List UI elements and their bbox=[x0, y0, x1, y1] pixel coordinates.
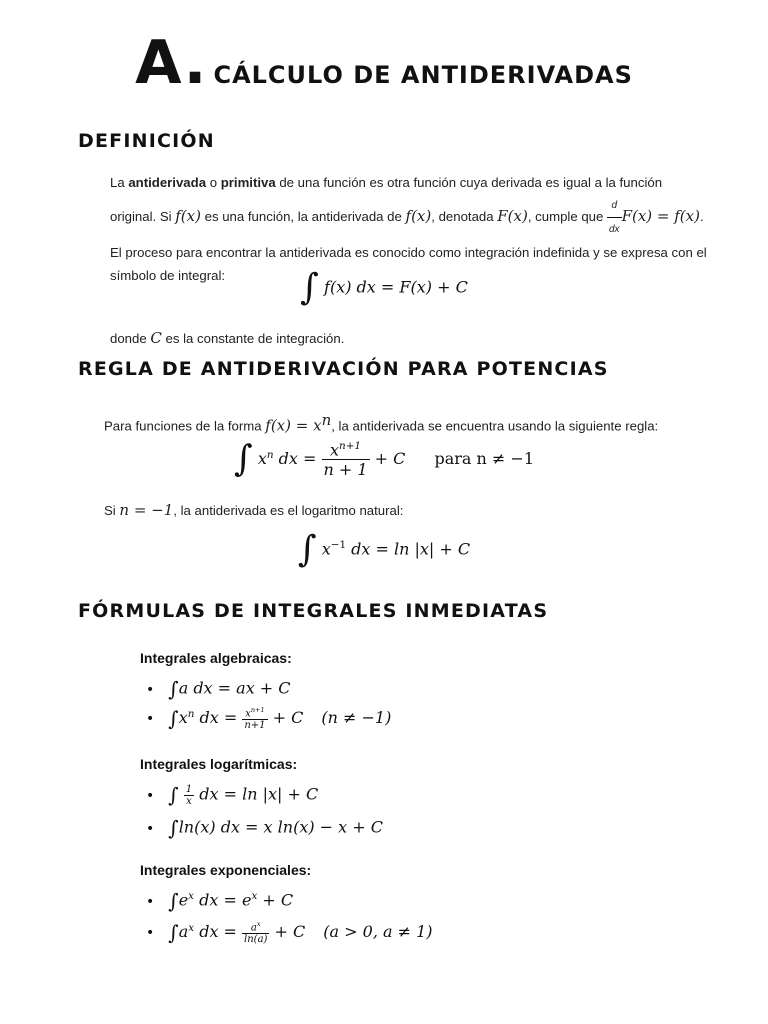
eq-base: x bbox=[257, 449, 267, 469]
regla-paragraph bbox=[104, 409, 724, 437]
integral-sign-icon: ∫ bbox=[168, 677, 179, 701]
frac-num: x bbox=[330, 440, 340, 460]
bullet-icon: • bbox=[146, 711, 155, 728]
formula-sup: n bbox=[187, 707, 195, 720]
frac-den: ln(a) bbox=[244, 934, 268, 946]
math-inline: F(x) bbox=[497, 206, 528, 225]
equation-body: f(x) dx = F(x) + C bbox=[324, 277, 468, 297]
text-span: Si bbox=[104, 503, 120, 518]
text-span: donde bbox=[110, 331, 151, 346]
frac-num-sup: x bbox=[256, 920, 261, 928]
frac-den: n + 1 bbox=[323, 460, 368, 480]
group-title-algebraicas: Integrales algebraicas: bbox=[140, 650, 292, 666]
eq-dx: dx = bbox=[273, 449, 317, 469]
eq-tail: + C bbox=[374, 449, 406, 469]
group-title-logaritmicas: Integrales logarítmicas: bbox=[140, 756, 298, 772]
bullet-icon: • bbox=[146, 681, 155, 698]
math-inline: f(x) bbox=[175, 206, 201, 225]
frac-den: x bbox=[186, 795, 192, 807]
integral-sign-icon: ∫ bbox=[168, 889, 179, 913]
equation-power-rule bbox=[0, 440, 768, 479]
list-item bbox=[146, 783, 318, 807]
list-item bbox=[146, 920, 433, 945]
list-item bbox=[146, 677, 291, 701]
integral-sign-icon: ∫ bbox=[300, 267, 319, 308]
math-inline: C bbox=[150, 329, 162, 347]
frac-num: a bbox=[250, 922, 257, 934]
formula-mid: dx = e bbox=[194, 890, 252, 910]
integral-sign-icon: ∫ bbox=[168, 783, 179, 807]
group-title-exponenciales: Integrales exponenciales: bbox=[140, 862, 312, 878]
text-span: Para funciones de la forma bbox=[104, 418, 266, 434]
title-letter: A. bbox=[135, 28, 208, 98]
formula-base: a bbox=[178, 922, 189, 942]
eq-rest: dx = ln |x| + C bbox=[346, 539, 471, 559]
regla-log-paragraph bbox=[104, 499, 724, 522]
formula-base: x bbox=[178, 708, 188, 728]
frac-den: n+1 bbox=[244, 720, 266, 732]
math-sup: n bbox=[321, 411, 332, 429]
list-item bbox=[146, 889, 293, 913]
fraction bbox=[242, 706, 267, 731]
bullet-icon: • bbox=[146, 893, 155, 910]
integral-sign-icon: ∫ bbox=[168, 920, 179, 945]
text-span: , cumple que bbox=[527, 208, 607, 224]
text-span: , denotada bbox=[431, 208, 498, 224]
heading-regla: REGLA DE ANTIDERIVACIÓN PARA POTENCIAS bbox=[78, 358, 609, 380]
integral-sign-icon: ∫ bbox=[168, 706, 179, 731]
text-span: , la antiderivada se encuentra usando la siguiente regla: bbox=[331, 418, 659, 434]
eq-condition: para n ≠ −1 bbox=[434, 449, 535, 469]
formula-sup: x bbox=[188, 890, 195, 903]
formula-tail: + C bbox=[272, 708, 304, 728]
heading-formulas: FÓRMULAS DE INTEGRALES INMEDIATAS bbox=[78, 600, 549, 622]
formula-rest: dx = ln |x| + C bbox=[194, 784, 319, 804]
fraction bbox=[322, 440, 370, 479]
fraction bbox=[242, 920, 269, 945]
math-inline: n = −1 bbox=[119, 501, 174, 519]
derivative-operator: $\frac{d}{dx}$ bbox=[607, 194, 622, 241]
heading-definicion: DEFINICIÓN bbox=[78, 130, 215, 152]
formula-tail: + C bbox=[274, 922, 306, 942]
formula-condition: (a > 0, a ≠ 1) bbox=[323, 922, 433, 942]
integral-sign-icon: ∫ bbox=[297, 529, 317, 570]
text-span: de una función es otra función cuya derivada es igual a la función original. Si bbox=[110, 175, 663, 224]
formula-base: e bbox=[178, 890, 189, 910]
eq-sup: n bbox=[266, 448, 274, 461]
bullet-icon: • bbox=[146, 787, 155, 804]
math-inline: F(x) = f(x) bbox=[621, 206, 700, 225]
bullet-icon: • bbox=[146, 820, 155, 837]
page-title bbox=[0, 28, 768, 98]
text-span: es la constante de integración. bbox=[161, 331, 345, 346]
fraction bbox=[184, 784, 194, 807]
equation-definicion bbox=[0, 267, 768, 308]
list-item bbox=[146, 706, 391, 731]
text-span: . El proceso para encontrar la antiderivada es conocido como integración indefinida y se expresa con el símbolo de integral: bbox=[110, 208, 707, 283]
integral-sign-icon: ∫ bbox=[233, 438, 253, 480]
formula-mid: dx = bbox=[194, 708, 238, 728]
title-text: CÁLCULO DE ANTIDERIVADAS bbox=[213, 61, 633, 89]
frac-num-sup: n+1 bbox=[339, 440, 362, 452]
definicion-note bbox=[110, 327, 710, 350]
formula-mid: dx = bbox=[194, 922, 237, 942]
bold-term: primitiva bbox=[220, 175, 276, 190]
text-span: o bbox=[206, 175, 221, 190]
formula: a dx = ax + C bbox=[178, 678, 291, 698]
formula-tail: + C bbox=[257, 890, 294, 910]
text-span: , la antiderivada es el logaritmo natural: bbox=[173, 503, 404, 518]
list-item bbox=[146, 816, 383, 840]
formula-sup: x bbox=[251, 890, 258, 903]
frac-num: 1 bbox=[185, 783, 193, 795]
formula: ln(x) dx = x ln(x) − x + C bbox=[178, 817, 384, 837]
frac-num-sup: n+1 bbox=[250, 706, 265, 714]
eq-sup: −1 bbox=[330, 539, 347, 552]
text-span: es una función, la antiderivada de bbox=[200, 208, 406, 224]
math-inline: f(x) bbox=[405, 206, 432, 225]
bullet-icon: • bbox=[146, 925, 155, 942]
eq-base: x bbox=[321, 539, 331, 559]
formula-sup: x bbox=[188, 921, 195, 934]
formula-condition: (n ≠ −1) bbox=[321, 708, 392, 728]
equation-log bbox=[0, 529, 768, 570]
bold-term: antiderivada bbox=[128, 175, 207, 190]
integral-sign-icon: ∫ bbox=[168, 816, 179, 840]
frac-num: x bbox=[245, 708, 251, 720]
text-span: La bbox=[110, 175, 129, 190]
math-inline: f(x) = x bbox=[265, 416, 322, 435]
